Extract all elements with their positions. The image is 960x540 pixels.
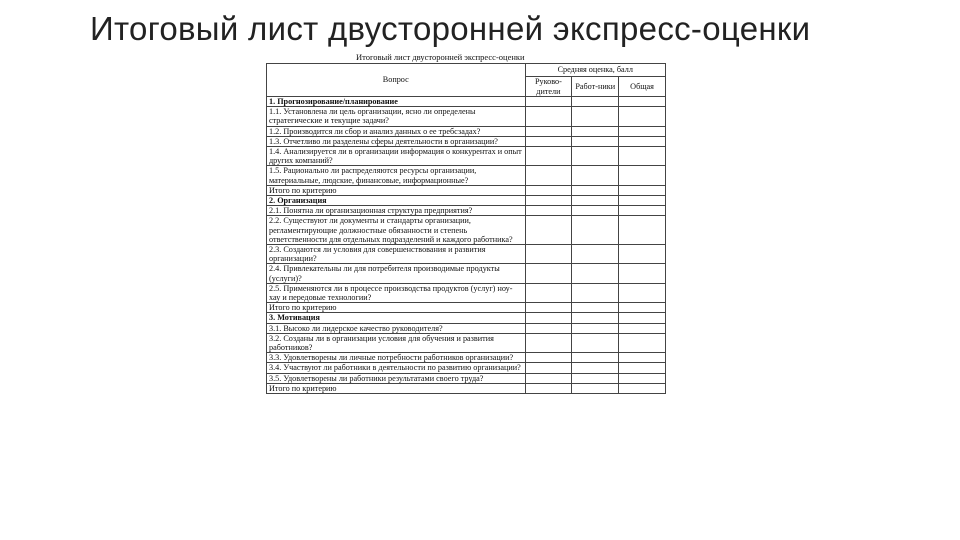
table-row xyxy=(267,206,666,216)
table-row xyxy=(267,323,666,333)
table-row xyxy=(267,373,666,383)
total-row xyxy=(267,303,666,313)
overall-score-cell xyxy=(619,363,666,373)
overall-score-cell xyxy=(619,97,666,107)
question-text: 2.2. Существуют ли документы и стандарты организации, регламентирующие должностные обязанности и степень ответственности для отдельных подразделений и каждого работника? xyxy=(267,216,526,245)
overall-score-cell xyxy=(619,185,666,195)
slide-title: Итоговый лист двусторонней экспресс-оценки xyxy=(90,10,811,47)
header-question: Вопрос xyxy=(267,64,526,97)
section-title: 2. Организация xyxy=(267,196,526,206)
section-title: 1. Прогнозирование/планирование xyxy=(267,97,526,107)
managers-score-cell xyxy=(525,383,572,393)
managers-score-cell xyxy=(525,353,572,363)
total-row xyxy=(267,383,666,393)
managers-score-cell xyxy=(525,107,572,126)
managers-score-cell xyxy=(525,333,572,352)
managers-score-cell xyxy=(525,97,572,107)
managers-score-cell xyxy=(525,206,572,216)
question-text: 3.1. Высоко ли лидерское качество руководителя? xyxy=(267,323,526,333)
question-text: 1.3. Отчетливо ли разделены сферы деятельности в организации? xyxy=(267,136,526,146)
evaluation-table xyxy=(266,63,666,394)
managers-score-cell xyxy=(525,147,572,166)
managers-score-cell xyxy=(525,283,572,302)
question-text: 3.5. Удовлетворены ли работники результатами своего труда? xyxy=(267,373,526,383)
overall-score-cell xyxy=(619,313,666,323)
managers-score-cell xyxy=(525,126,572,136)
overall-score-cell xyxy=(619,206,666,216)
table-row xyxy=(267,136,666,146)
overall-score-cell xyxy=(619,136,666,146)
workers-score-cell xyxy=(572,383,619,393)
workers-score-cell xyxy=(572,264,619,283)
table-row xyxy=(267,107,666,126)
workers-score-cell xyxy=(572,313,619,323)
document-caption: Итоговый лист двусторонней экспресс-оценки xyxy=(356,52,525,62)
overall-score-cell xyxy=(619,216,666,245)
workers-score-cell xyxy=(572,303,619,313)
header-overall: Общая xyxy=(619,77,666,97)
workers-score-cell xyxy=(572,206,619,216)
overall-score-cell xyxy=(619,166,666,185)
total-label: Итого по критерию xyxy=(267,303,526,313)
table-row xyxy=(267,264,666,283)
managers-score-cell xyxy=(525,196,572,206)
table-row xyxy=(267,166,666,185)
overall-score-cell xyxy=(619,196,666,206)
header-workers: Работ-ники xyxy=(572,77,619,97)
question-text: 3.2. Созданы ли в организации условия для обучения и развития работников? xyxy=(267,333,526,352)
managers-score-cell xyxy=(525,166,572,185)
overall-score-cell xyxy=(619,373,666,383)
question-text: 1.2. Производится ли сбор и анализ данных о ее требсзадах? xyxy=(267,126,526,136)
table-row xyxy=(267,147,666,166)
total-label: Итого по критерию xyxy=(267,185,526,195)
question-text: 2.3. Создаются ли условия для совершенствования и развития организации? xyxy=(267,245,526,264)
workers-score-cell xyxy=(572,147,619,166)
managers-score-cell xyxy=(525,216,572,245)
table-row xyxy=(267,283,666,302)
managers-score-cell xyxy=(525,313,572,323)
section-row xyxy=(267,196,666,206)
managers-score-cell xyxy=(525,264,572,283)
table-row xyxy=(267,363,666,373)
header-average-score: Средняя оценка, балл xyxy=(525,64,666,77)
table-row xyxy=(267,333,666,352)
managers-score-cell xyxy=(525,363,572,373)
section-row xyxy=(267,313,666,323)
question-text: 1.1. Установлена ли цель организации, ясно ли определены стратегические и текущие задачи? xyxy=(267,107,526,126)
workers-score-cell xyxy=(572,107,619,126)
scanned-document xyxy=(266,52,666,394)
overall-score-cell xyxy=(619,264,666,283)
overall-score-cell xyxy=(619,126,666,136)
workers-score-cell xyxy=(572,353,619,363)
overall-score-cell xyxy=(619,107,666,126)
question-text: 2.1. Понятна ли организационная структура предприятия? xyxy=(267,206,526,216)
managers-score-cell xyxy=(525,373,572,383)
table-row xyxy=(267,353,666,363)
workers-score-cell xyxy=(572,196,619,206)
section-row xyxy=(267,97,666,107)
workers-score-cell xyxy=(572,333,619,352)
managers-score-cell xyxy=(525,323,572,333)
workers-score-cell xyxy=(572,323,619,333)
managers-score-cell xyxy=(525,245,572,264)
table-body xyxy=(267,97,666,394)
table-row xyxy=(267,216,666,245)
question-text: 2.4. Привлекательны ли для потребителя производимые продукты (услуги)? xyxy=(267,264,526,283)
workers-score-cell xyxy=(572,373,619,383)
overall-score-cell xyxy=(619,147,666,166)
total-label: Итого по критерию xyxy=(267,383,526,393)
workers-score-cell xyxy=(572,97,619,107)
question-text: 3.3. Удовлетворены ли личные потребности работников организации? xyxy=(267,353,526,363)
workers-score-cell xyxy=(572,126,619,136)
table-row xyxy=(267,126,666,136)
workers-score-cell xyxy=(572,166,619,185)
overall-score-cell xyxy=(619,383,666,393)
workers-score-cell xyxy=(572,136,619,146)
overall-score-cell xyxy=(619,333,666,352)
overall-score-cell xyxy=(619,353,666,363)
managers-score-cell xyxy=(525,185,572,195)
question-text: 2.5. Применяются ли в процессе производства продуктов (услуг) ноу-хау и передовые технологии? xyxy=(267,283,526,302)
question-text: 1.5. Рационально ли распределяются ресурсы организации, материальные, людские, финансовые, информационные? xyxy=(267,166,526,185)
workers-score-cell xyxy=(572,283,619,302)
overall-score-cell xyxy=(619,245,666,264)
workers-score-cell xyxy=(572,363,619,373)
question-text: 3.4. Участвуют ли работники в деятельности по развитию организации? xyxy=(267,363,526,373)
managers-score-cell xyxy=(525,303,572,313)
overall-score-cell xyxy=(619,323,666,333)
overall-score-cell xyxy=(619,283,666,302)
overall-score-cell xyxy=(619,303,666,313)
question-text: 1.4. Анализируется ли в организации информация о конкурентах и опыт других компаний? xyxy=(267,147,526,166)
workers-score-cell xyxy=(572,185,619,195)
total-row xyxy=(267,185,666,195)
workers-score-cell xyxy=(572,245,619,264)
workers-score-cell xyxy=(572,216,619,245)
header-managers: Руково-дители xyxy=(525,77,572,97)
section-title: 3. Мотивация xyxy=(267,313,526,323)
managers-score-cell xyxy=(525,136,572,146)
table-row xyxy=(267,245,666,264)
